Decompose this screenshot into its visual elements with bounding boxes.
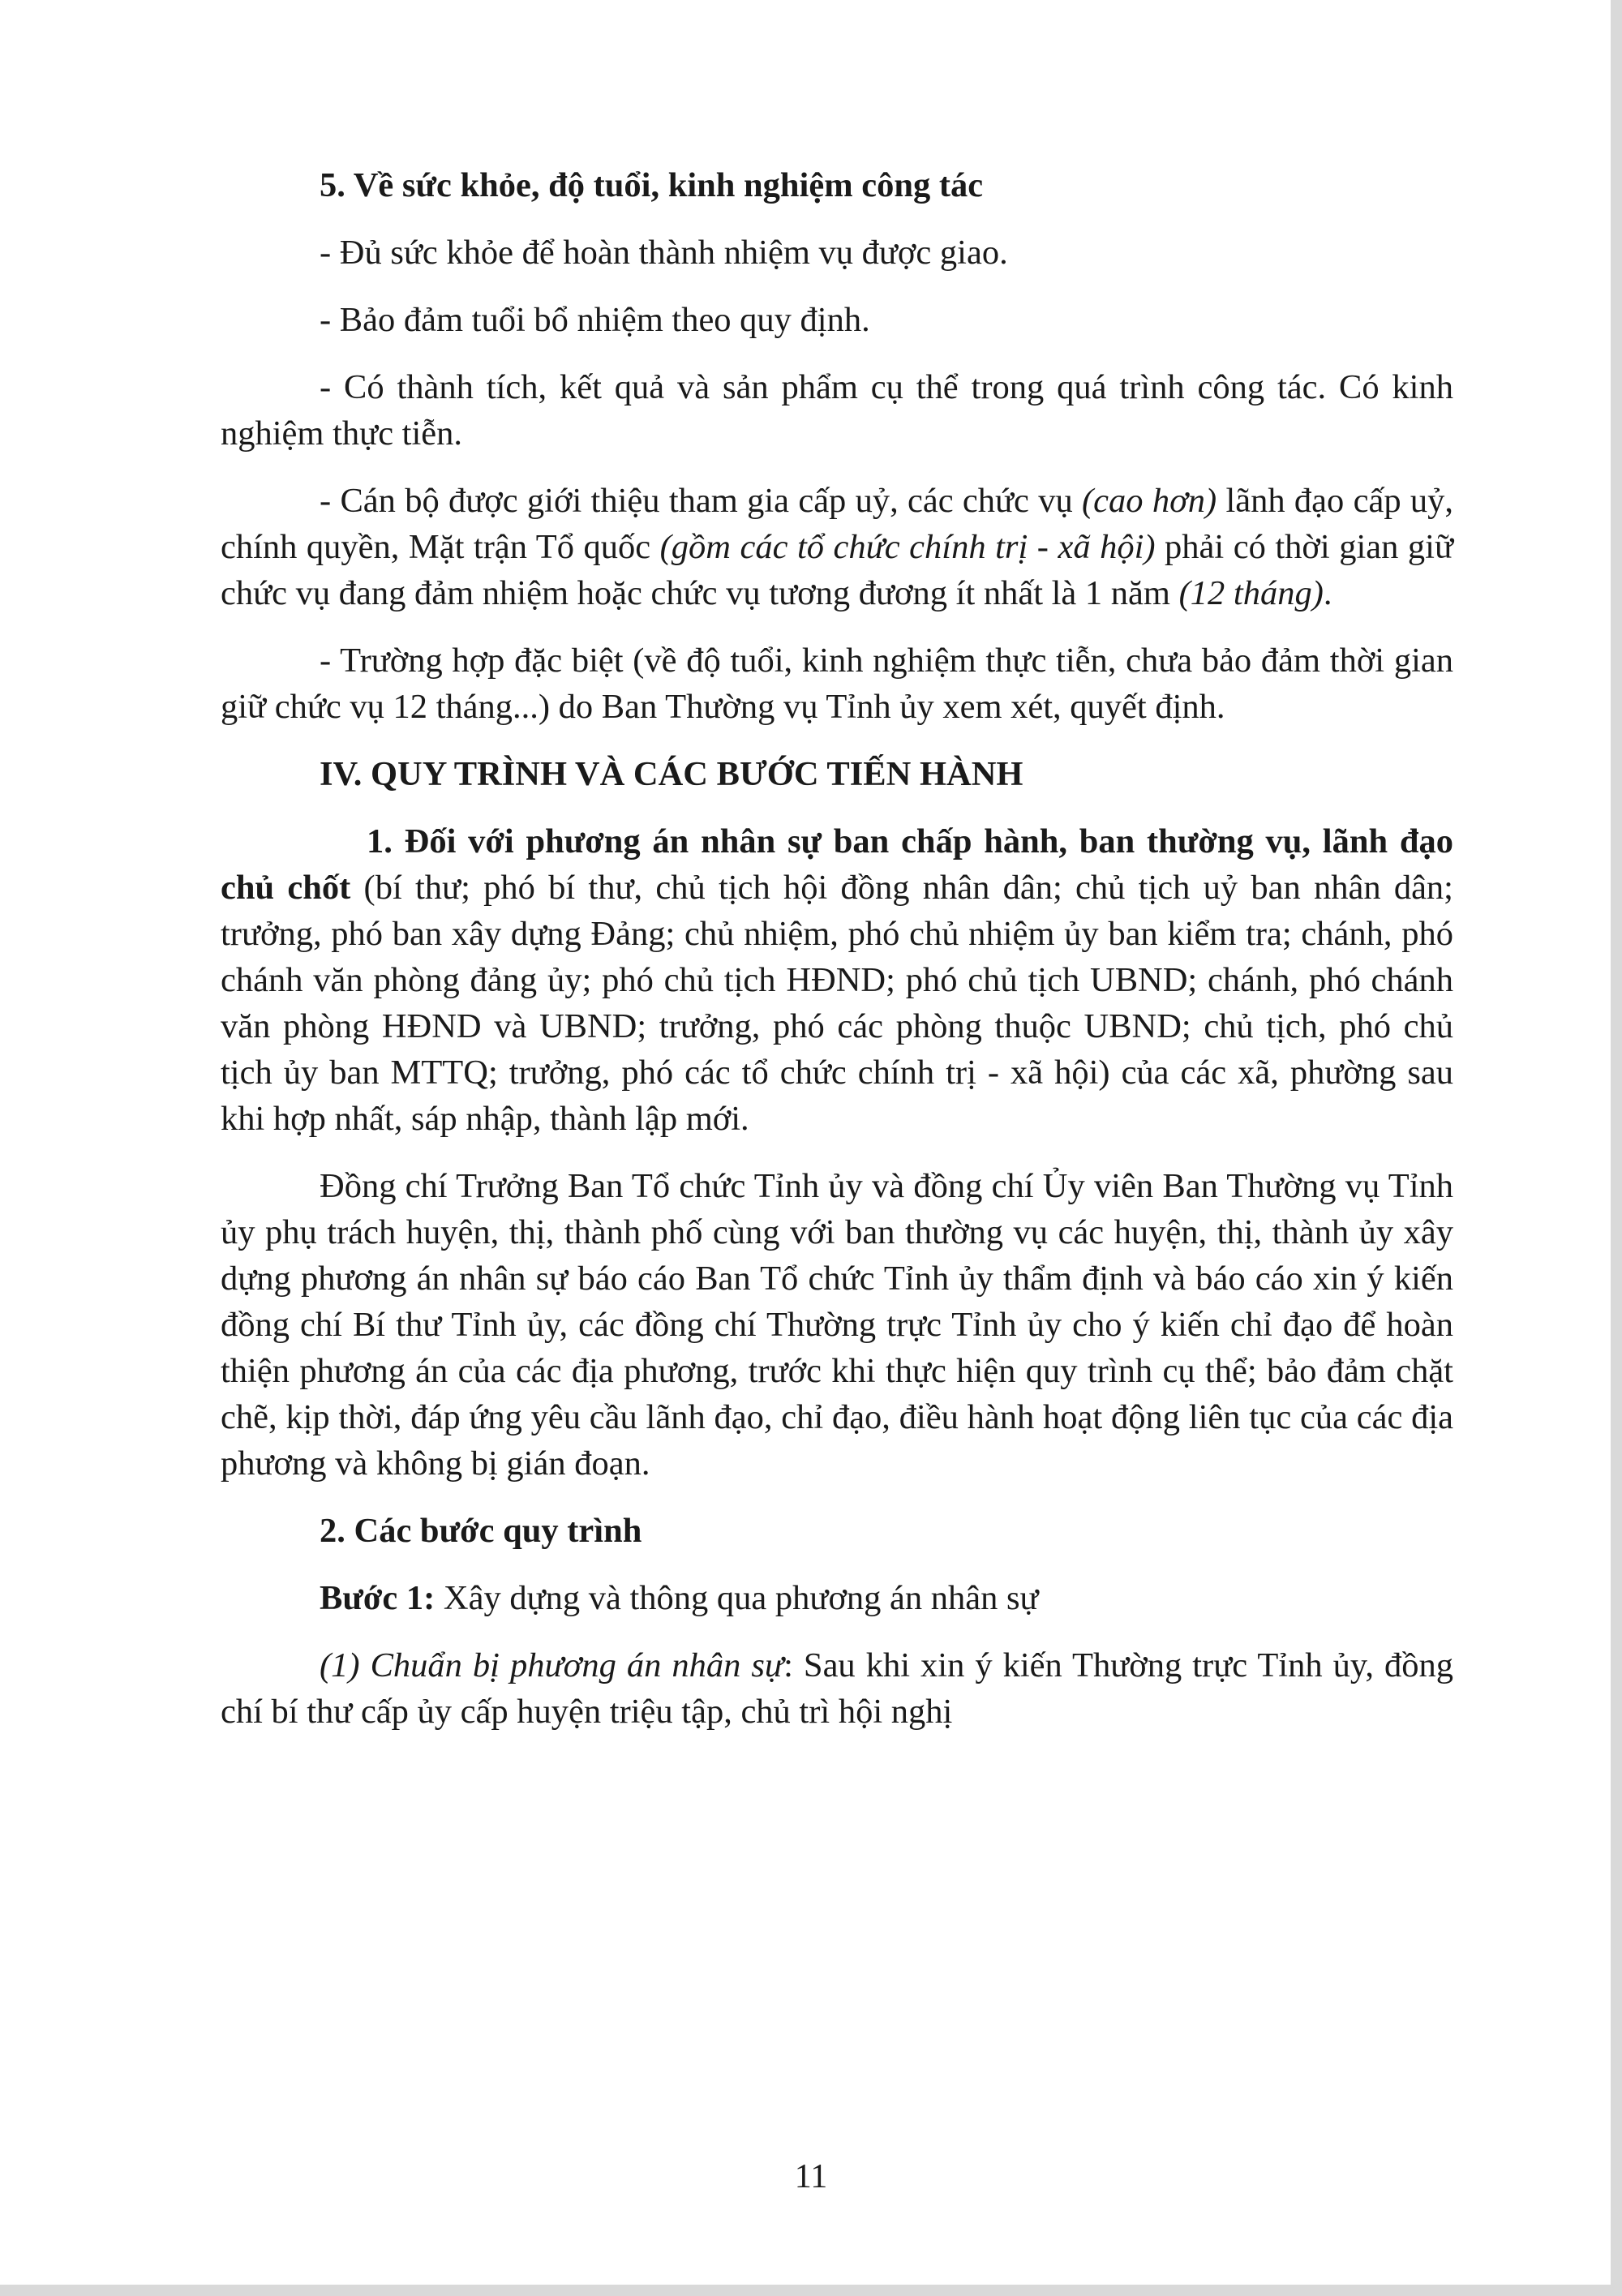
step1-label: Bước 1: [320, 1579, 436, 1617]
cadre-text-3: phải có thời gian giữ chức vụ đang đảm nhiệm hoặc chức vụ tương đương ít nhất là 1 năm [221, 528, 1454, 612]
cadre-italic-1: (cao hơn) [1082, 482, 1217, 520]
section4-paragraph: Đồng chí Trưởng Ban Tổ chức Tỉnh ủy và đồng chí Ủy viên Ban Thường vụ Tỉnh ủy phụ trách huyện, thị, thành phố cùng với ban thường vụ các huyện, thị, thành ủy xây dựng phương án nhân sự báo cáo Ban Tổ chức Tỉnh ủy thẩm định và báo cáo xin ý kiến đồng chí Bí thư Tỉnh ủy, các đồng chí Thường trực Tỉnh ủy cho ý kiến chỉ đạo để hoàn thiện phương án của các địa phương, trước khi thực hiện quy trình cụ thể; bảo đảm chặt chẽ, kịp thời, đáp ứng yêu cầu lãnh đạo, chỉ đạo, điều hành hoạt động liên tục của các địa phương và không bị gián đoạn. [221, 1167, 1453, 1483]
section5-heading: 5. Về sức khỏe, độ tuổi, kinh nghiệm công tác [320, 166, 984, 204]
sub2-heading: 2. Các bước quy trình [320, 1512, 642, 1550]
section5-item-cadre [221, 478, 1453, 616]
section4-sub1 [221, 818, 1453, 1142]
document-body [221, 162, 1453, 1756]
section5-item-age: - Bảo đảm tuổi bổ nhiệm theo quy định. [320, 301, 870, 339]
section5-item-special: - Trường hợp đặc biệt (về độ tuổi, kinh nghiệm thực tiễn, chưa bảo đảm thời gian giữ chức vụ 12 tháng...) do Ban Thường vụ Tỉnh ủy xem xét, quyết định. [221, 642, 1453, 726]
page-number: 11 [794, 2158, 828, 2195]
cadre-italic-2: (gồm các tổ chức chính trị - xã hội) [659, 528, 1156, 566]
sub1-bold-title: 1. Đối với phương án nhân sự ban chấp hành, ban thường vụ, lãnh đạo chủ chốt [221, 822, 1453, 907]
prep-italic: (1) Chuẩn bị phương án nhân sự [320, 1646, 784, 1684]
cadre-text-2: lãnh đạo cấp uỷ, chính quyền, Mặt trận Tổ quốc [221, 482, 1453, 566]
section5-item-achievements: - Có thành tích, kết quả và sản phẩm cụ thể trong quá trình công tác. Có kinh nghiệm thực tiễn. [221, 368, 1453, 453]
cadre-text-1: - Cán bộ được giới thiệu tham gia cấp uỷ, các chức vụ [320, 482, 1083, 520]
step1-text: Xây dựng và thông qua phương án nhân sự [435, 1579, 1039, 1617]
step1 [221, 1575, 1453, 1621]
step1-prep [221, 1642, 1453, 1735]
section5-item-health: - Đủ sức khỏe để hoàn thành nhiệm vụ được giao. [320, 234, 1008, 272]
cadre-text-4: . [1323, 574, 1332, 612]
sub1-rest: (bí thư; phó bí thư, chủ tịch hội đồng nhân dân; chủ tịch uỷ ban nhân dân; trưởng, phó ban xây dựng Đảng; chủ nhiệm, phó chủ nhiệm ủy ban kiểm tra; chánh, phó chánh văn phòng đảng ủy; phó chủ tịch HĐND; phó chủ tịch UBND; chánh, phó chánh văn phòng HĐND và UBND; trưởng, phó các phòng thuộc UBND; chủ tịch, phó chủ tịch ủy ban MTTQ; trưởng, phó các tổ chức chính trị - xã hội) của các xã, phường sau khi hợp nhất, sáp nhập, thành lập mới. [221, 869, 1453, 1138]
cadre-italic-3: (12 tháng) [1178, 574, 1324, 612]
prep-text: : Sau khi xin ý kiến Thường trực Tỉnh ủy, đồng chí bí thư cấp ủy cấp huyện triệu tập, chủ trì hội nghị [221, 1646, 1453, 1731]
section4-heading: IV. QUY TRÌNH VÀ CÁC BƯỚC TIẾN HÀNH [320, 755, 1023, 793]
